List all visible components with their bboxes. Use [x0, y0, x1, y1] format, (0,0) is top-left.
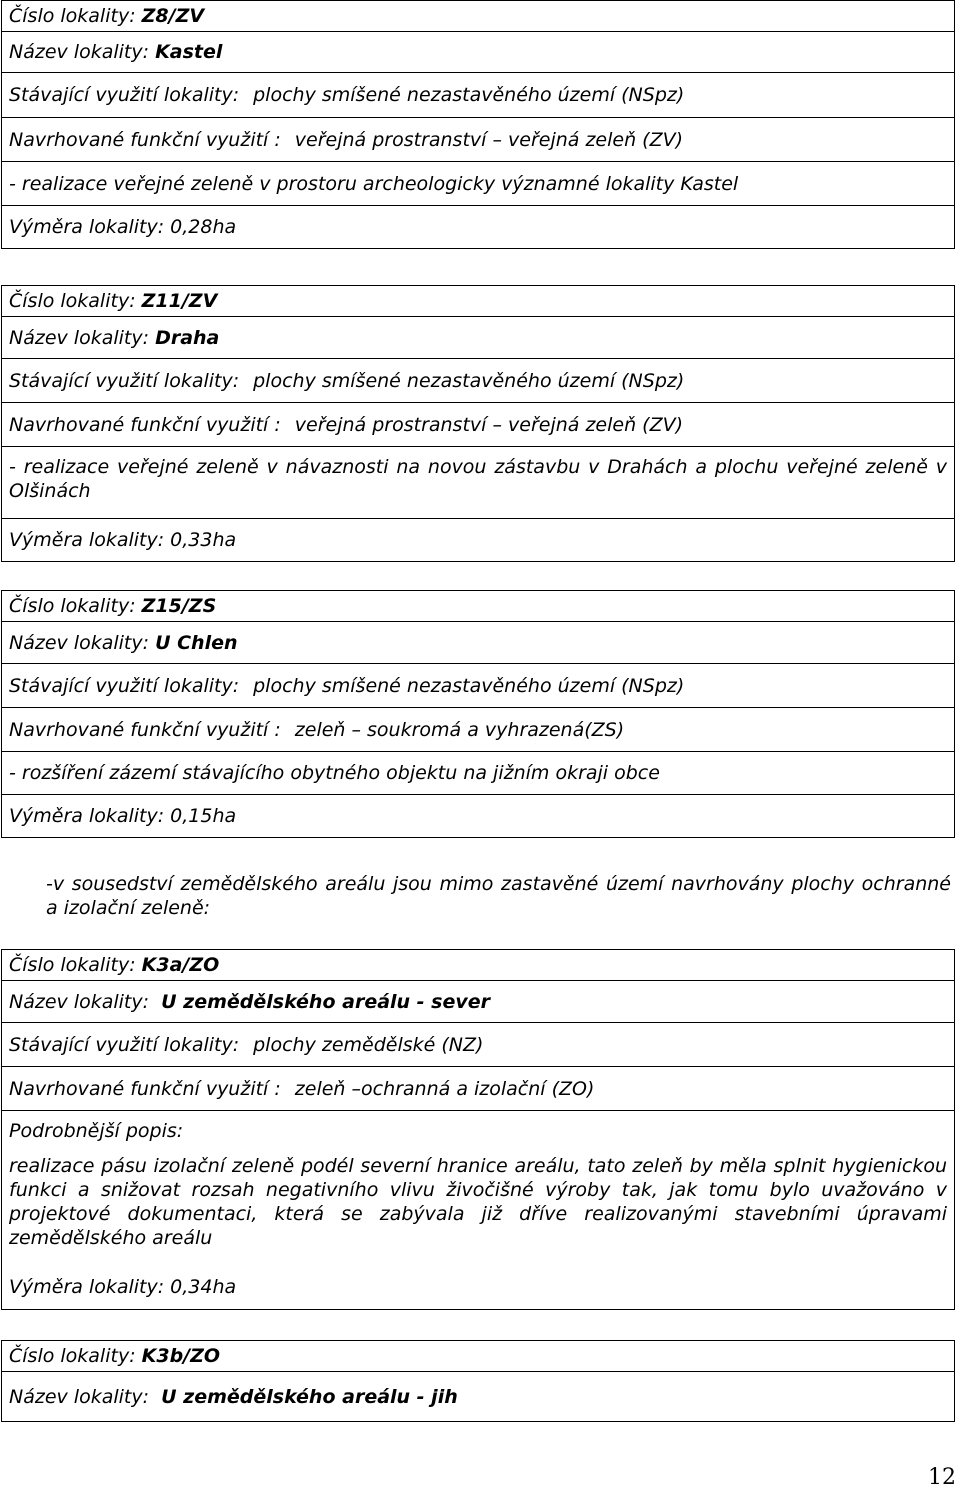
- area: Výměra lokality: 0,28ha: [9, 216, 237, 238]
- locality-number: Z11/ZV: [141, 290, 218, 312]
- description-row: [2, 161, 954, 205]
- locality-block-z8: [1, 0, 955, 249]
- locality-number-row: Číslo lokality: Z8/ZV: [9, 5, 205, 27]
- description: - realizace veřejné zeleně v prostoru archeologicky významné lokality Kastel: [9, 172, 739, 195]
- description-row: [2, 751, 954, 794]
- locality-name: U Chlen: [155, 631, 238, 654]
- proposed-use: zeleň – soukromá a vyhrazená(ZS): [294, 718, 625, 741]
- intro-note: -v sousedství zemědělského areálu jsou mimo zastavěné území navrhovány plochy ochranné a izolační zeleně:: [46, 873, 951, 919]
- page-number: 12: [928, 1465, 956, 1490]
- description: realizace pásu izolační zeleně podél severní hranice areálu, tato zeleň by měla splnit hygienickou funkci a snižovat rozsah negativního vlivu živočišné výroby tak, jak tomu bylo uvažováno v projektové dokumentaci, která se zabývala již dříve realizovanými stavebními úpravami zemědělského areálu: [9, 1155, 947, 1249]
- locality-name-row: Název lokality: Kastel: [2, 31, 954, 72]
- current-use: plochy smíšené nezastavěného území (NSpz): [253, 674, 685, 697]
- locality-block-k3a: [1, 949, 955, 1310]
- locality-number: K3a/ZO: [141, 954, 220, 976]
- locality-name-row: Název lokality: Draha: [2, 316, 954, 358]
- area: Výměra lokality: 0,15ha: [9, 805, 237, 827]
- current-use: plochy zemědělské (NZ): [253, 1033, 484, 1056]
- current-use-row: Stávající využití lokality: plochy zemědělské (NZ): [2, 1022, 954, 1066]
- locality-block-z15: [1, 590, 955, 838]
- current-use-row: Stávající využití lokality: plochy smíšené nezastavěného území (NSpz): [2, 358, 954, 402]
- current-use: plochy smíšené nezastavěného území (NSpz): [253, 84, 685, 106]
- detail-label: Podrobnější popis:: [9, 1119, 184, 1142]
- proposed-use-row: Navrhované funkční využití : veřejná prostranství – veřejná zeleň (ZV): [2, 117, 954, 161]
- locality-name-row: Název lokality: U zemědělského areálu - jih: [2, 1371, 954, 1421]
- description-row: [2, 446, 954, 518]
- locality-name: U zemědělského areálu - sever: [161, 990, 491, 1013]
- area-row: [2, 518, 954, 561]
- description: - realizace veřejné zeleně v návaznosti na novou zástavbu v Drahách a plochu veřejné zeleně v Olšinách: [9, 456, 947, 502]
- locality-number-row: Číslo lokality: K3b/ZO: [9, 1345, 221, 1367]
- area: Výměra lokality: 0,33ha: [9, 529, 237, 551]
- current-use-row: Stávající využití lokality: plochy smíšené nezastavěného území (NSpz): [2, 72, 954, 117]
- locality-number-row: Číslo lokality: Z15/ZS: [9, 595, 217, 617]
- locality-number-row: Číslo lokality: K3a/ZO: [9, 954, 220, 976]
- proposed-use-row: Navrhované funkční využití : veřejná prostranství – veřejná zeleň (ZV): [2, 402, 954, 446]
- proposed-use: veřejná prostranství – veřejná zeleň (ZV): [294, 128, 684, 151]
- area-row: [2, 1265, 954, 1309]
- detail-label-row: [2, 1110, 954, 1150]
- area: Výměra lokality: 0,34ha: [9, 1276, 237, 1298]
- proposed-use-row: Navrhované funkční využití : zeleň –ochranná a izolační (ZO): [2, 1066, 954, 1110]
- description: - rozšíření zázemí stávajícího obytného objektu na jižním okraji obce: [9, 762, 660, 784]
- proposed-use: zeleň –ochranná a izolační (ZO): [294, 1077, 595, 1100]
- proposed-use: veřejná prostranství – veřejná zeleň (ZV): [294, 413, 684, 436]
- locality-number: Z15/ZS: [141, 595, 217, 617]
- locality-number: Z8/ZV: [141, 5, 205, 27]
- locality-name: U zemědělského areálu - jih: [161, 1385, 458, 1408]
- locality-name-row: Název lokality: U zemědělského areálu - sever: [2, 980, 954, 1022]
- description-row: [2, 1150, 954, 1265]
- locality-number: K3b/ZO: [141, 1345, 221, 1367]
- locality-block-k3b: [1, 1340, 955, 1422]
- proposed-use-row: Navrhované funkční využití : zeleň – soukromá a vyhrazená(ZS): [2, 707, 954, 751]
- locality-number-row: Číslo lokality: Z11/ZV: [9, 290, 218, 312]
- area-row: [2, 794, 954, 837]
- locality-name: Draha: [155, 326, 220, 349]
- area-row: [2, 205, 954, 248]
- locality-name-row: Název lokality: U Chlen: [2, 621, 954, 663]
- locality-block-z11: [1, 285, 955, 562]
- current-use: plochy smíšené nezastavěného území (NSpz): [253, 369, 685, 392]
- current-use-row: Stávající využití lokality: plochy smíšené nezastavěného území (NSpz): [2, 663, 954, 707]
- locality-name: Kastel: [155, 41, 223, 63]
